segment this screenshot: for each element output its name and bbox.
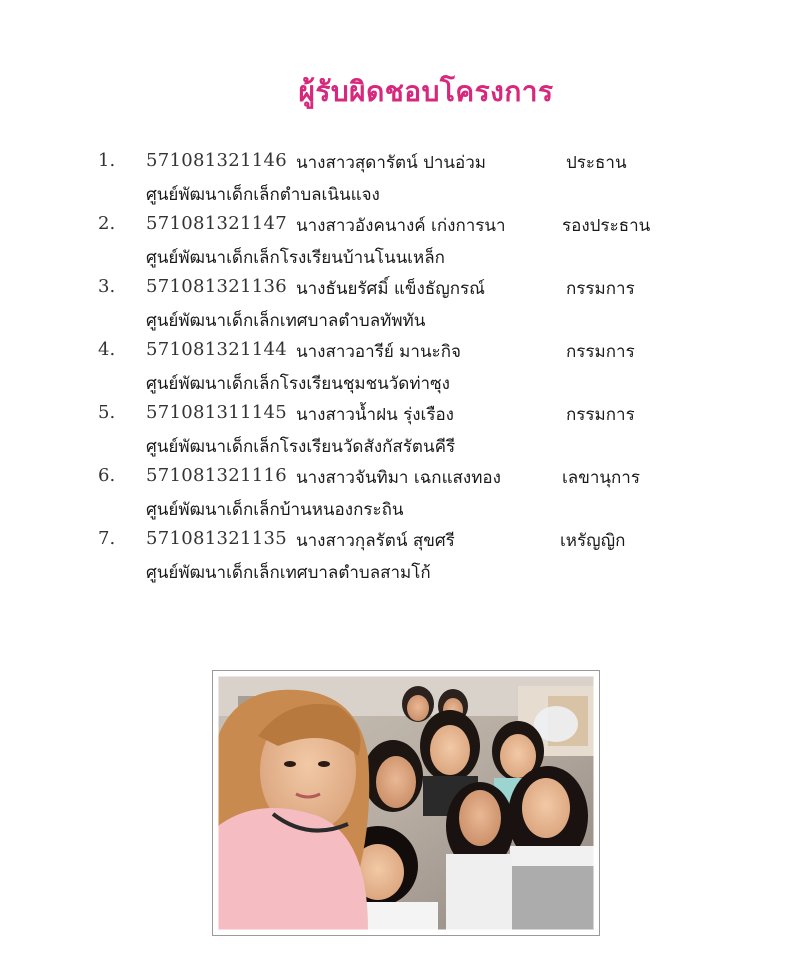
item-number: 4. (98, 339, 116, 360)
student-id: 571081321136 (146, 276, 288, 297)
student-id: 571081311145 (146, 402, 288, 423)
member-list (0, 144, 812, 585)
student-id: 571081321144 (146, 339, 288, 360)
member-center: ศูนย์พัฒนาเด็กเล็กโรงเรียนบ้านโนนเหล็ก (146, 248, 445, 268)
student-id: 571081321146 (146, 150, 288, 171)
item-number: 2. (98, 213, 116, 234)
member-name: นางสาวน้ำฝน รุ่งเรือง (296, 405, 454, 425)
member-center: ศูนย์พัฒนาเด็กเล็กบ้านหนองกระถิน (146, 500, 404, 520)
item-number: 5. (98, 402, 116, 423)
member-role: เลขานุการ (562, 468, 640, 488)
member-center: ศูนย์พัฒนาเด็กเล็กเทศบาลตำบลสามโก้ (146, 563, 431, 583)
member-name: นางธันยรัศมิ์ แข็งธัญกรณ์ (296, 279, 485, 299)
member-role: เหรัญญิก (560, 531, 626, 551)
item-number: 1. (98, 150, 116, 171)
member-name: นางสาวกุลรัตน์ สุขศรี (296, 531, 455, 551)
list-item (0, 270, 812, 333)
member-center: ศูนย์พัฒนาเด็กเล็กโรงเรียนชุมชนวัดท่าซุง (146, 374, 450, 394)
student-id: 571081321135 (146, 528, 288, 549)
member-name: นางสาวจันทิมา เฉกแสงทอง (296, 468, 501, 488)
list-item (0, 207, 812, 270)
list-item (0, 522, 812, 585)
list-item (0, 333, 812, 396)
student-id: 571081321147 (146, 213, 288, 234)
list-item (0, 144, 812, 207)
member-name: นางสาวอังคนางค์ เก่งการนา (296, 216, 506, 236)
member-role: ประธาน (566, 153, 627, 173)
member-name: นางสาวอารีย์ มานะกิจ (296, 342, 461, 362)
member-role: กรรมการ (566, 342, 635, 362)
member-role: กรรมการ (566, 279, 635, 299)
item-number: 3. (98, 276, 116, 297)
member-center: ศูนย์พัฒนาเด็กเล็กตำบลเนินแจง (146, 185, 380, 205)
item-number: 7. (98, 528, 116, 549)
list-item (0, 459, 812, 522)
group-photo (218, 676, 594, 930)
list-item (0, 396, 812, 459)
member-center: ศูนย์พัฒนาเด็กเล็กเทศบาลตำบลทัพทัน (146, 311, 426, 331)
member-role: กรรมการ (566, 405, 635, 425)
page-title: ผู้รับผิดชอบโครงการ (298, 75, 554, 108)
member-name: นางสาวสุดารัตน์ ปานอ่วม (296, 153, 487, 173)
item-number: 6. (98, 465, 116, 486)
member-center: ศูนย์พัฒนาเด็กเล็กโรงเรียนวัดสังกัสรัตนคีรี (146, 437, 456, 457)
group-photo-frame (212, 670, 600, 936)
student-id: 571081321116 (146, 465, 288, 486)
member-role: รองประธาน (562, 216, 651, 236)
